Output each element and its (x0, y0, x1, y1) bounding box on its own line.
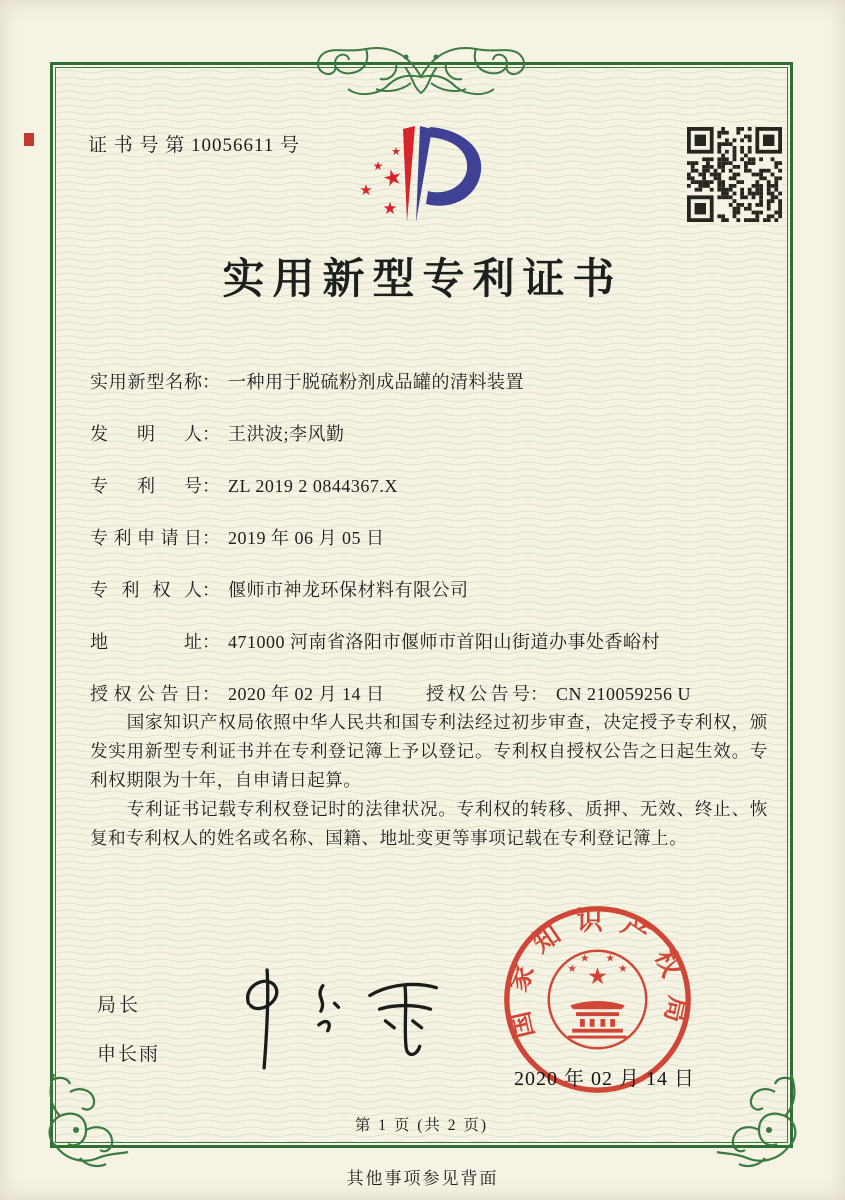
field-row-filing-date (90, 524, 768, 552)
colon: ： (202, 684, 220, 704)
seal-date: 2020 年 02 月 14 日 (514, 1068, 695, 1090)
national-emblem-icon (549, 951, 647, 1049)
field-row-patentee (90, 576, 768, 604)
colon: ： (202, 424, 220, 444)
director-name: 申长雨 (97, 1044, 161, 1065)
seal-text: 国家知识产权局 (501, 906, 694, 1041)
field-list (90, 368, 768, 732)
svg-text:★: ★ (391, 145, 401, 158)
svg-text:★: ★ (380, 163, 406, 194)
certificate-title: 实用新型专利证书 (222, 257, 623, 303)
field-value: 2019 年 06 月 05 日 (228, 528, 385, 548)
field-value: CN 210059256 U (556, 684, 692, 704)
certificate-number: 证 书 号 第 10056611 号 (88, 135, 301, 156)
svg-text:★: ★ (372, 159, 384, 173)
field-label: 发明人 (90, 424, 202, 444)
svg-text:★: ★ (359, 181, 373, 199)
svg-text:★: ★ (382, 199, 398, 219)
field-value: 2020 年 02 月 14 日 (228, 684, 385, 704)
field-label: 实用新型名称 (90, 372, 202, 392)
field-pair-grant-no (426, 680, 691, 706)
registration-mark (24, 133, 34, 146)
director-title: 局长 (97, 995, 142, 1016)
field-row-grant-date (90, 680, 768, 708)
colon: ： (202, 372, 220, 392)
svg-text:★: ★ (618, 962, 628, 976)
cnipa-logo-icon (348, 118, 490, 233)
colon: ： (530, 684, 548, 704)
svg-text:★: ★ (587, 961, 608, 990)
field-label: 授权公告号 (426, 684, 530, 704)
field-row-patent-no (90, 472, 768, 500)
field-value: 471000 河南省洛阳市偃师市首阳山街道办事处香峪村 (228, 632, 660, 652)
field-label: 授权公告日 (90, 684, 202, 704)
svg-text:★: ★ (580, 951, 590, 965)
footer-note: 其他事项参见背面 (346, 1169, 499, 1188)
colon: ： (202, 580, 220, 600)
field-value: 王洪波;李风勤 (228, 424, 345, 444)
field-value: 一种用于脱硫粉剂成品罐的清料装置 (228, 372, 524, 392)
legal-text (90, 708, 768, 853)
field-label: 地址 (90, 632, 202, 652)
top-dragon-ornament (286, 33, 556, 97)
director-block (97, 990, 160, 1066)
colon: ： (202, 528, 220, 548)
colon: ： (202, 476, 220, 496)
field-value: ZL 2019 2 0844367.X (228, 476, 398, 496)
field-label: 专利权人 (90, 580, 202, 600)
qr-code (687, 127, 782, 222)
svg-text:★: ★ (567, 962, 577, 976)
field-label: 专利号 (90, 476, 202, 496)
field-value: 偃师市神龙环保材料有限公司 (228, 580, 469, 600)
field-label: 专利申请日 (90, 528, 202, 548)
paragraph: 专利证书记载专利权登记时的法律状况。专利权的转移、质押、无效、终止、恢复和专利权人的姓名或名称、国籍、地址变更等事项记载在专利登记簿上。 (90, 799, 768, 848)
field-row-address (90, 628, 768, 656)
paragraph: 国家知识产权局依照中华人民共和国专利法经过初步审查，决定授予专利权，颁发实用新型专利证书并在专利登记簿上予以登记。专利权自授权公告之日起生效。专利权期限为十年，自申请日起算。 (90, 712, 768, 790)
field-row-inventor (90, 420, 768, 448)
colon: ： (202, 632, 220, 652)
field-row-name (90, 368, 768, 396)
svg-text:★: ★ (605, 951, 615, 965)
director-signature (225, 962, 450, 1074)
page-number: 第 1 页 (共 2 页) (354, 1117, 489, 1134)
